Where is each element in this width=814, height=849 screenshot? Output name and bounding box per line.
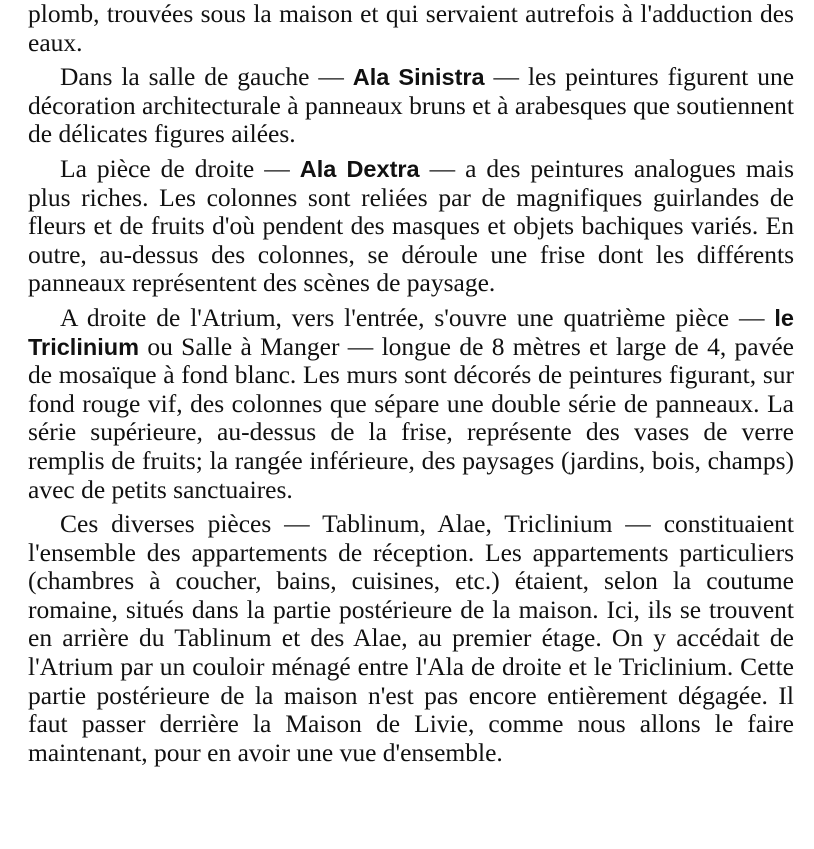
paragraph-text: — a des peintures analogues mais plus riches. Les colonnes sont reliées par de magnifiques guirlandes de fleurs et de fruits d'où pendent des masques et objets bachiques variés. En outre, au-dessus des colonnes, se déroule une frise dont les différents panneaux représentent des scènes de paysage. [28,153,795,298]
paragraph-text: ou Salle à Manger — longue de 8 mètres et large de 4, pavée de mosaïque à fond blanc. Les murs sont décorés de peintures figurant, sur fond rouge vif, des colonnes que sépare une double série de panneaux. La série supérieure, au-dessus de la frise, représente des vases de verre remplis de fruits; la rangée inférieure, des paysages (jardins, bois, champs) avec de petits sanctuaires. [28,331,794,504]
bold-term: Ala Sinistra [352,64,485,91]
paragraph-text: A droite de l'Atrium, vers l'entrée, s'ouvre une quatrième pièce — [60,302,775,332]
paragraph-continued [28,0,794,57]
paragraph-triclinium [28,304,794,504]
bold-term: Ala Dextra [299,155,420,182]
paragraph-ala-dextra [28,155,794,298]
paragraph-appartements [28,510,794,767]
paragraph-text: Ces diverses pièces — Tablinum, Alae, Triclinium — constituaient l'ensemble des appartements de réception. Les appartements particuliers (chambres à coucher, bains, cuisines, etc.) étaient, selon la coutume romaine, situés dans la partie postérieure de la maison. Ici, ils se trouvent en arrière du Tablinum et des Alae, au premier étage. On y accédait de l'Atrium par un couloir ménagé entre l'Ala de droite et le Triclinium. Cette partie postérieure de la maison n'est pas encore entièrement dégagée. Il faut passer derrière la Maison de Livie, comme nous allons le faire maintenant, pour en avoir une vue d'ensemble. [28,509,794,767]
paragraph-text: Dans la salle de gauche — [60,62,353,92]
paragraph-text: plomb, trouvées sous la maison et qui servaient autrefois à l'adduction des eaux. [28,0,794,57]
paragraph-text: La pièce de droite — [60,153,300,183]
bold-term: le Triclinium [28,304,794,360]
paragraph-ala-sinistra [28,63,794,149]
paragraph-text: — les peintures figurent une décoration architecturale à panneaux bruns et à arabesques que soutiennent de délicates figures ailées. [28,62,795,149]
